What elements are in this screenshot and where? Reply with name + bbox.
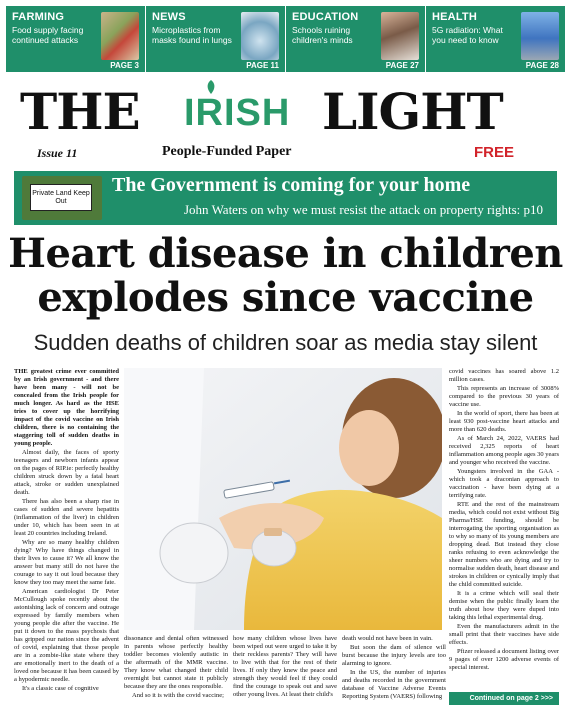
teaser-page: PAGE 11 [246, 61, 279, 70]
article-paragraph: RTE and the rest of the mainstream media, which could not exist without Big Pharma/HSE funding, should be interrogating the sporting organisation as to why so many of its young members are dropping dead. But instead they close ranks refusing to even acknowledge the sheer numbers who are dying and try to normalise sudden death, heart disease and strokes in children or cynically imply that the child committed suicide. [449, 501, 559, 588]
article-column-4 [342, 635, 446, 706]
article-paragraph: dissonance and denial often witnessed in parents whose perfectly healthy toddler becomes violently autistic in the aftermath of the MMR vaccine. They know what changed their child overnight but cannot state it publicly because they are the ones responsible. [124, 635, 228, 690]
child-vaccination-photo-icon [124, 368, 442, 630]
teaser-page: PAGE 27 [385, 61, 419, 70]
sign-text: Private Land Keep Out [30, 184, 92, 211]
teaser-page: PAGE 28 [525, 61, 559, 70]
article-paragraph: It is a crime which will seal their demise when the public finally learn the truth about how they were duped into taking this lethal experimental drug. [449, 590, 559, 621]
article-paragraph: As of March 24, 2022, VAERS had received 2,325 reports of heart inflammation among people ages 30 years and younger who received the vaccine. [449, 435, 559, 466]
teaser-category: EDUCATION [292, 11, 359, 23]
masked-child-photo-icon [381, 12, 419, 60]
article-paragraph: covid vaccines has soared above 1.2 million cases. [449, 368, 559, 383]
teaser-headline: 5G radiation: What you need to know [432, 25, 503, 45]
teaser-news[interactable] [146, 6, 286, 72]
masthead-irish: IRISH [184, 92, 291, 134]
article-paragraph: There has also been a sharp rise in cases of sudden and severe hepatitis (inflammation of the liver) in children under 10, which has been seen in at least 20 countries including Ireland. [14, 498, 119, 537]
feature-banner[interactable] [14, 171, 557, 225]
article-paragraph: death would not have been in vain. [342, 635, 433, 642]
teaser-bar [6, 6, 565, 72]
masthead-the: THE [20, 82, 140, 141]
5g-mast-photo-icon [521, 12, 559, 60]
tagline: People-Funded Paper [162, 144, 292, 159]
article-paragraph: how many children whose lives have been wiped out were urged to take it by their reckless parents? They will have to live with that for the rest of their lives. If only they knew the peace and strength they would feel if they could find the courage to speak out and save other young lives. At least their child's [233, 635, 337, 698]
article-paragraph: It's a classic case of cognitive [22, 685, 99, 692]
article-paragraph: And so it is with the covid vaccine; [132, 692, 224, 699]
masthead [0, 78, 571, 168]
article-paragraph: Youngsters involved in the GAA - which took a draconian approach to vaccination - have been dying at a terrifying rate. [449, 468, 559, 499]
lungs-photo-icon [241, 12, 279, 60]
teaser-farming[interactable] [6, 6, 146, 72]
article-paragraph: Pfizer released a document listing over 9 pages of over 1200 adverse events of special interest. [449, 648, 559, 671]
sub-headline: Sudden deaths of children soar as media stay silent [33, 330, 538, 355]
issue-number: Issue 11 [37, 146, 78, 160]
teaser-page: PAGE 3 [110, 61, 139, 70]
article-paragraph: Almost daily, the faces of sporty teenagers and newborn infants appear on the pages of RIP.ie: perfectly healthy children struck down by a fatal heart attack, stroke or sudden unexplained death. [14, 449, 119, 496]
article-column-2 [124, 635, 228, 706]
price-label: FREE [474, 144, 515, 161]
article-paragraph: American cardiologist Dr Peter McCullough spoke recently about the astonishing lack of concern and outrage expressed by family members when young people die after the vaccine. He put it down to the mass psychosis that has gripped our nation since the advent of covid, explaining that those people are in a zombie-like state where they are emotionally inert to the death of a loved one because it has been caused by a hypodermic needle. [14, 588, 119, 683]
article-paragraph: This represents an increase of 3008% compared to the previous 30 years of vaccine use. [449, 385, 559, 408]
article-paragraph: Even the manufacturers admit in the small print that their vaccines have side effects. [449, 623, 559, 646]
teaser-headline: Microplastics from masks found in lungs [152, 25, 232, 45]
banner-title: The Government is coming for your home [112, 174, 471, 196]
main-headline: Heart disease in children explodes since vaccine [8, 230, 563, 321]
article-column-1 [14, 368, 119, 704]
masthead-light: LIGHT [322, 82, 503, 141]
teaser-category: NEWS [152, 11, 186, 23]
article-column-5 [449, 368, 559, 688]
teaser-headline: Schools ruining children's minds [292, 25, 353, 45]
article-paragraph: Why are so many healthy children dying? Why have things changed in their lives to cause it? We all know the answer but many still do not have the courage to say it out loud because they know they too may meet the same fate. [14, 539, 119, 586]
child-vaccination-photo [124, 368, 442, 630]
continued-link[interactable]: Continued on page 2 >>> [449, 692, 559, 705]
teaser-health[interactable] [426, 6, 565, 72]
teaser-education[interactable] [286, 6, 426, 72]
teaser-headline: Food supply facing continued attacks [12, 25, 84, 45]
teaser-category: HEALTH [432, 11, 477, 23]
article-paragraph: But soon the dam of silence will burst because the injury levels are too alarming to ignore. [342, 644, 446, 667]
teaser-category: FARMING [12, 11, 65, 23]
farming-map-photo-icon [101, 12, 139, 60]
article-column-3 [233, 635, 337, 706]
article-paragraph: In the US, the number of injuries and deaths recorded in the government database of Vaccine Adverse Events Reporting System (VAERS) following [342, 669, 446, 700]
article-paragraph: THE greatest crime ever committed by an Irish government - and there have been many - will not be concealed from the Irish people for much longer. As hard as the HSE tries to cover up the horrifying impact of the covid vaccine on Irish children, there is no containing the staggering toll of sudden deaths in young people. [14, 368, 119, 447]
article-paragraph: In the world of sport, there has been at least 930 post-vaccine heart attacks and more than 620 deaths. [449, 410, 559, 433]
banner-subtitle: John Waters on why we must resist the attack on property rights: p10 [184, 202, 544, 217]
private-land-sign-photo [22, 176, 102, 220]
